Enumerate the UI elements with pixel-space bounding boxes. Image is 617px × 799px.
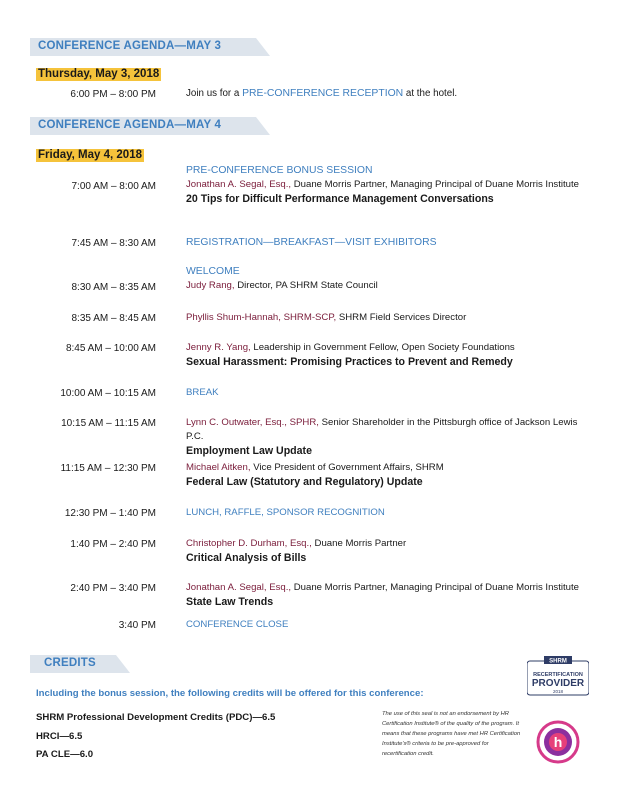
agenda-time: 3:40 PM [118, 620, 156, 631]
agenda-item-registration: REGISTRATION—BREAKFAST—VISIT EXHIBITORS [186, 237, 437, 248]
agenda-time: 12:30 PM – 1:40 PM [64, 508, 156, 519]
agenda-item-welcome: WELCOME Judy Rang, Director, PA SHRM State Council [186, 266, 378, 291]
shrm-badge-icon [527, 655, 589, 699]
reception-text: Join us for a PRE-CONFERENCE RECEPTION at the hotel. [186, 88, 458, 99]
agenda-item-field-services: Phyllis Shum-Hannah, SHRM-SCP, SHRM Field Services Director [186, 312, 467, 323]
hrci-disclaimer: The use of this seal is not an endorsement by HR Certification Institute® of the quality of the program. It means that these programs have met HR Certification Institute’s® criteria to be pre-approved for recertification credit. [382, 711, 521, 757]
agenda-item-federal-law: Michael Aitken, Vice President of Government Affairs, SHRM Federal Law (Statutory and Regulatory) Update [186, 462, 444, 488]
agenda-time: 1:40 PM – 2:40 PM [70, 539, 156, 550]
badge-line3: PROVIDER [531, 678, 585, 689]
reception-time: 6:00 PM – 8:00 PM [70, 89, 156, 100]
agenda-time: 8:35 AM – 8:45 AM [71, 313, 156, 324]
agenda-item-lunch: LUNCH, RAFFLE, SPONSOR RECOGNITION [186, 507, 385, 518]
day-heading-thursday: Thursday, May 3, 2018 [38, 68, 160, 80]
agenda-item-state-law: Jonathan A. Segal, Esq., Duane Morris Partner, Managing Principal of Duane Morris Institute State Law Trends [186, 582, 580, 608]
agenda-time: 8:45 AM – 10:00 AM [65, 343, 156, 354]
seal-letter: h [553, 734, 563, 750]
banner-label: CREDITS [44, 657, 96, 669]
agenda-item-bonus-session: PRE-CONFERENCE BONUS SESSION Jonathan A. Segal, Esq., Duane Morris Partner, Managing Principal of Duane Morris Institute 20 Tips for Difficult Performance Management Conversations [186, 165, 580, 205]
badge-line2: RECERTIFICATION [533, 672, 583, 678]
credit-hrci: HRCI—6.5 [36, 731, 83, 742]
agenda-time: 8:30 AM – 8:35 AM [71, 282, 156, 293]
banner-label: CONFERENCE AGENDA—MAY 3 [38, 40, 222, 52]
hrci-seal-icon [536, 720, 580, 764]
agenda-item-sexual-harassment: Jenny R. Yang, Leadership in Government Fellow, Open Society Foundations Sexual Harassment: Promising Practices to Prevent and Remedy [186, 342, 515, 368]
credit-pa-cle: PA CLE—6.0 [36, 749, 94, 760]
shrm-recertification-badge [527, 655, 589, 764]
section-banner-credits [30, 655, 130, 673]
badge-year: 2018 [552, 689, 564, 694]
agenda-item-employment-law: Lynn C. Outwater, Esq., SPHR, Senior Shareholder in the Pittsburgh office of Jackson Lewis P.C. Employment Law Update [186, 417, 578, 457]
agenda-time: 2:40 PM – 3:40 PM [70, 583, 156, 594]
agenda-time: 7:00 AM – 8:00 AM [71, 181, 156, 192]
agenda-time: 10:00 AM – 10:15 AM [60, 388, 156, 399]
agenda-item-break: BREAK [186, 387, 219, 398]
credit-pdc: SHRM Professional Development Credits (PDC)—6.5 [36, 712, 276, 723]
agenda-time: 11:15 AM – 12:30 PM [60, 463, 156, 474]
section-banner-may4 [30, 117, 270, 135]
banner-label: CONFERENCE AGENDA—MAY 4 [38, 119, 222, 131]
day-heading-friday: Friday, May 4, 2018 [38, 149, 142, 161]
section-banner-may3 [30, 38, 270, 56]
credits-intro: Including the bonus session, the following credits will be offered for this conference: [36, 688, 424, 699]
badge-top: SHRM [549, 658, 567, 665]
agenda-time: 7:45 AM – 8:30 AM [71, 238, 156, 249]
agenda-item-critical-analysis: Christopher D. Durham, Esq., Duane Morris Partner Critical Analysis of Bills [186, 538, 407, 564]
agenda-time: 10:15 AM – 11:15 AM [61, 418, 156, 429]
agenda-item-close: CONFERENCE CLOSE [186, 619, 289, 630]
